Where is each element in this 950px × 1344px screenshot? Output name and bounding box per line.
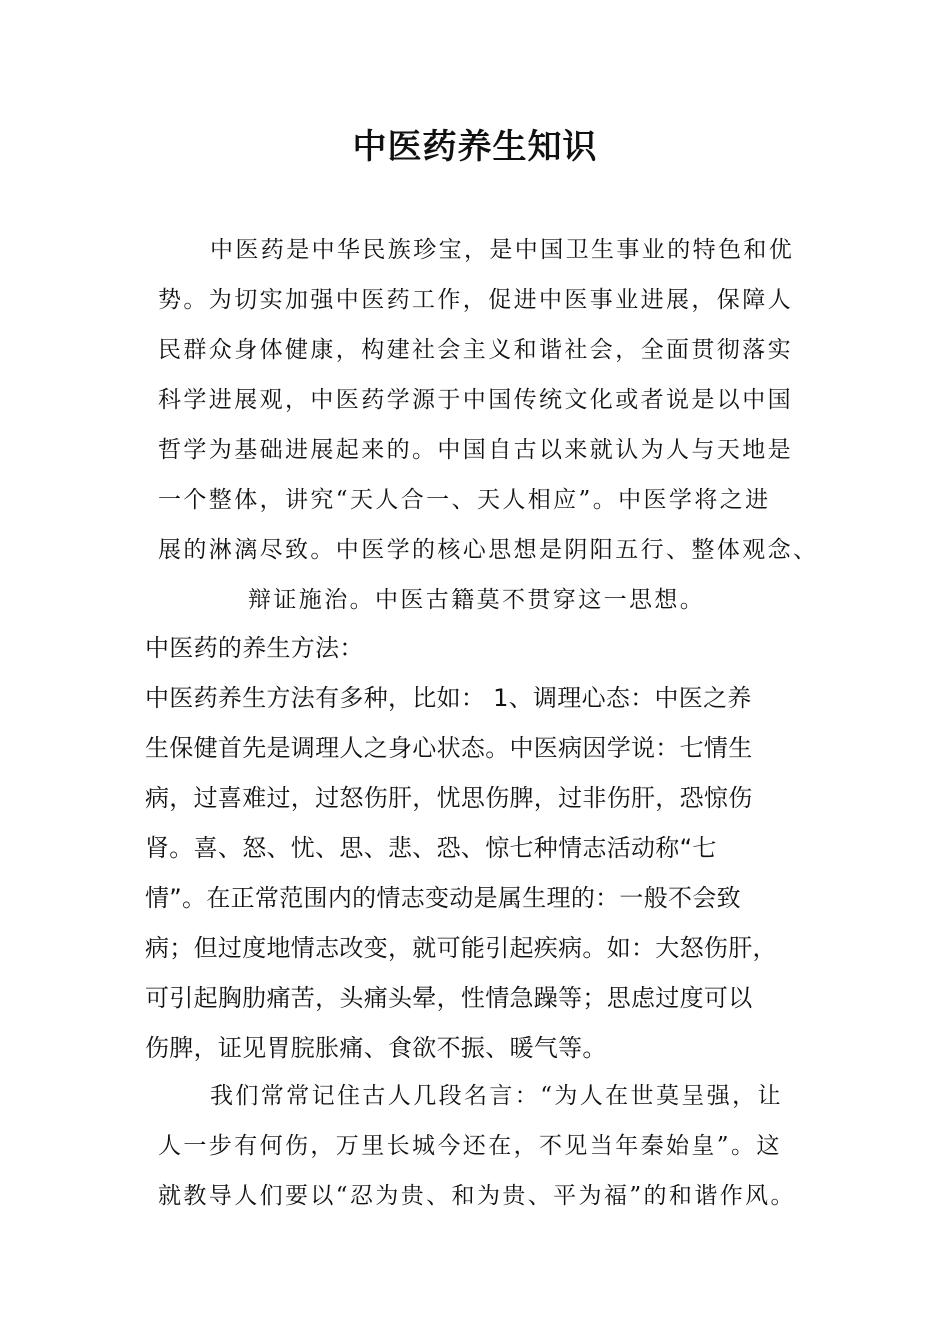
- intro-line-2: 势。为切实加强中医药工作，促进中医事业进展，保障人: [158, 287, 793, 313]
- intro-line-1: 中医药是中华民族珍宝，是中国卫生事业的特色和优: [210, 237, 795, 263]
- intro-line-6: 一个整体，讲究“天人合一、天人相应”。中医学将之进: [158, 487, 771, 513]
- intro-line-3: 民群众身体健康，构建社会主义和谐社会，全面贯彻落实: [158, 337, 793, 363]
- method-line-7: 可引起胸肋痛苦，头痛头晕，性情急躁等；思虑过度可以: [145, 984, 753, 1012]
- method-line-3: 病，过喜难过，过怒伤肝，忧思伤脾，过非伤肝，恐惊伤: [145, 784, 753, 812]
- intro-line-8: 辩证施治。中医古籍莫不贯穿这一思想。: [248, 587, 706, 613]
- method-line-4: 肾。喜、怒、忧、思、悲、恐、惊七种情志活动称“七: [145, 834, 717, 862]
- method-line-6: 病；但过度地情志改变，就可能引起疾病。如：大怒伤肝，: [145, 934, 777, 962]
- intro-line-5: 哲学为基础进展起来的。中国自古以来就认为人与天地是: [158, 437, 793, 463]
- method-line-5: 情”。在正常范围内的情志变动是属生理的：一般不会致: [145, 884, 741, 912]
- method-line-1: 中医药养生方法有多种，比如： 1、调理心态：中医之养: [145, 684, 752, 712]
- section-heading: 中医药的养生方法：: [145, 634, 364, 662]
- document-title: 中医药养生知识: [352, 127, 598, 167]
- method-line-8: 伤脾，证见胃脘胀痛、食欲不振、暖气等。: [145, 1034, 607, 1062]
- method-line-2: 生保健首先是调理人之身心状态。中医病因学说：七情生: [145, 734, 753, 762]
- intro-line-4: 科学进展观，中医药学源于中国传统文化或者说是以中国: [158, 387, 793, 413]
- closing-line-3: 就教导人们要以“忍为贵、和为贵、平为福”的和谐作风。: [158, 1183, 796, 1209]
- closing-line-2: 人一步有何伤，万里长城今还在，不见当年秦始皇”。这: [158, 1133, 782, 1159]
- closing-line-1: 我们常常记住古人几段名言：“为人在世莫呈强，让: [210, 1083, 783, 1109]
- intro-line-7: 展的淋漓尽致。中医学的核心思想是阴阳五行、整体观念、: [158, 537, 819, 563]
